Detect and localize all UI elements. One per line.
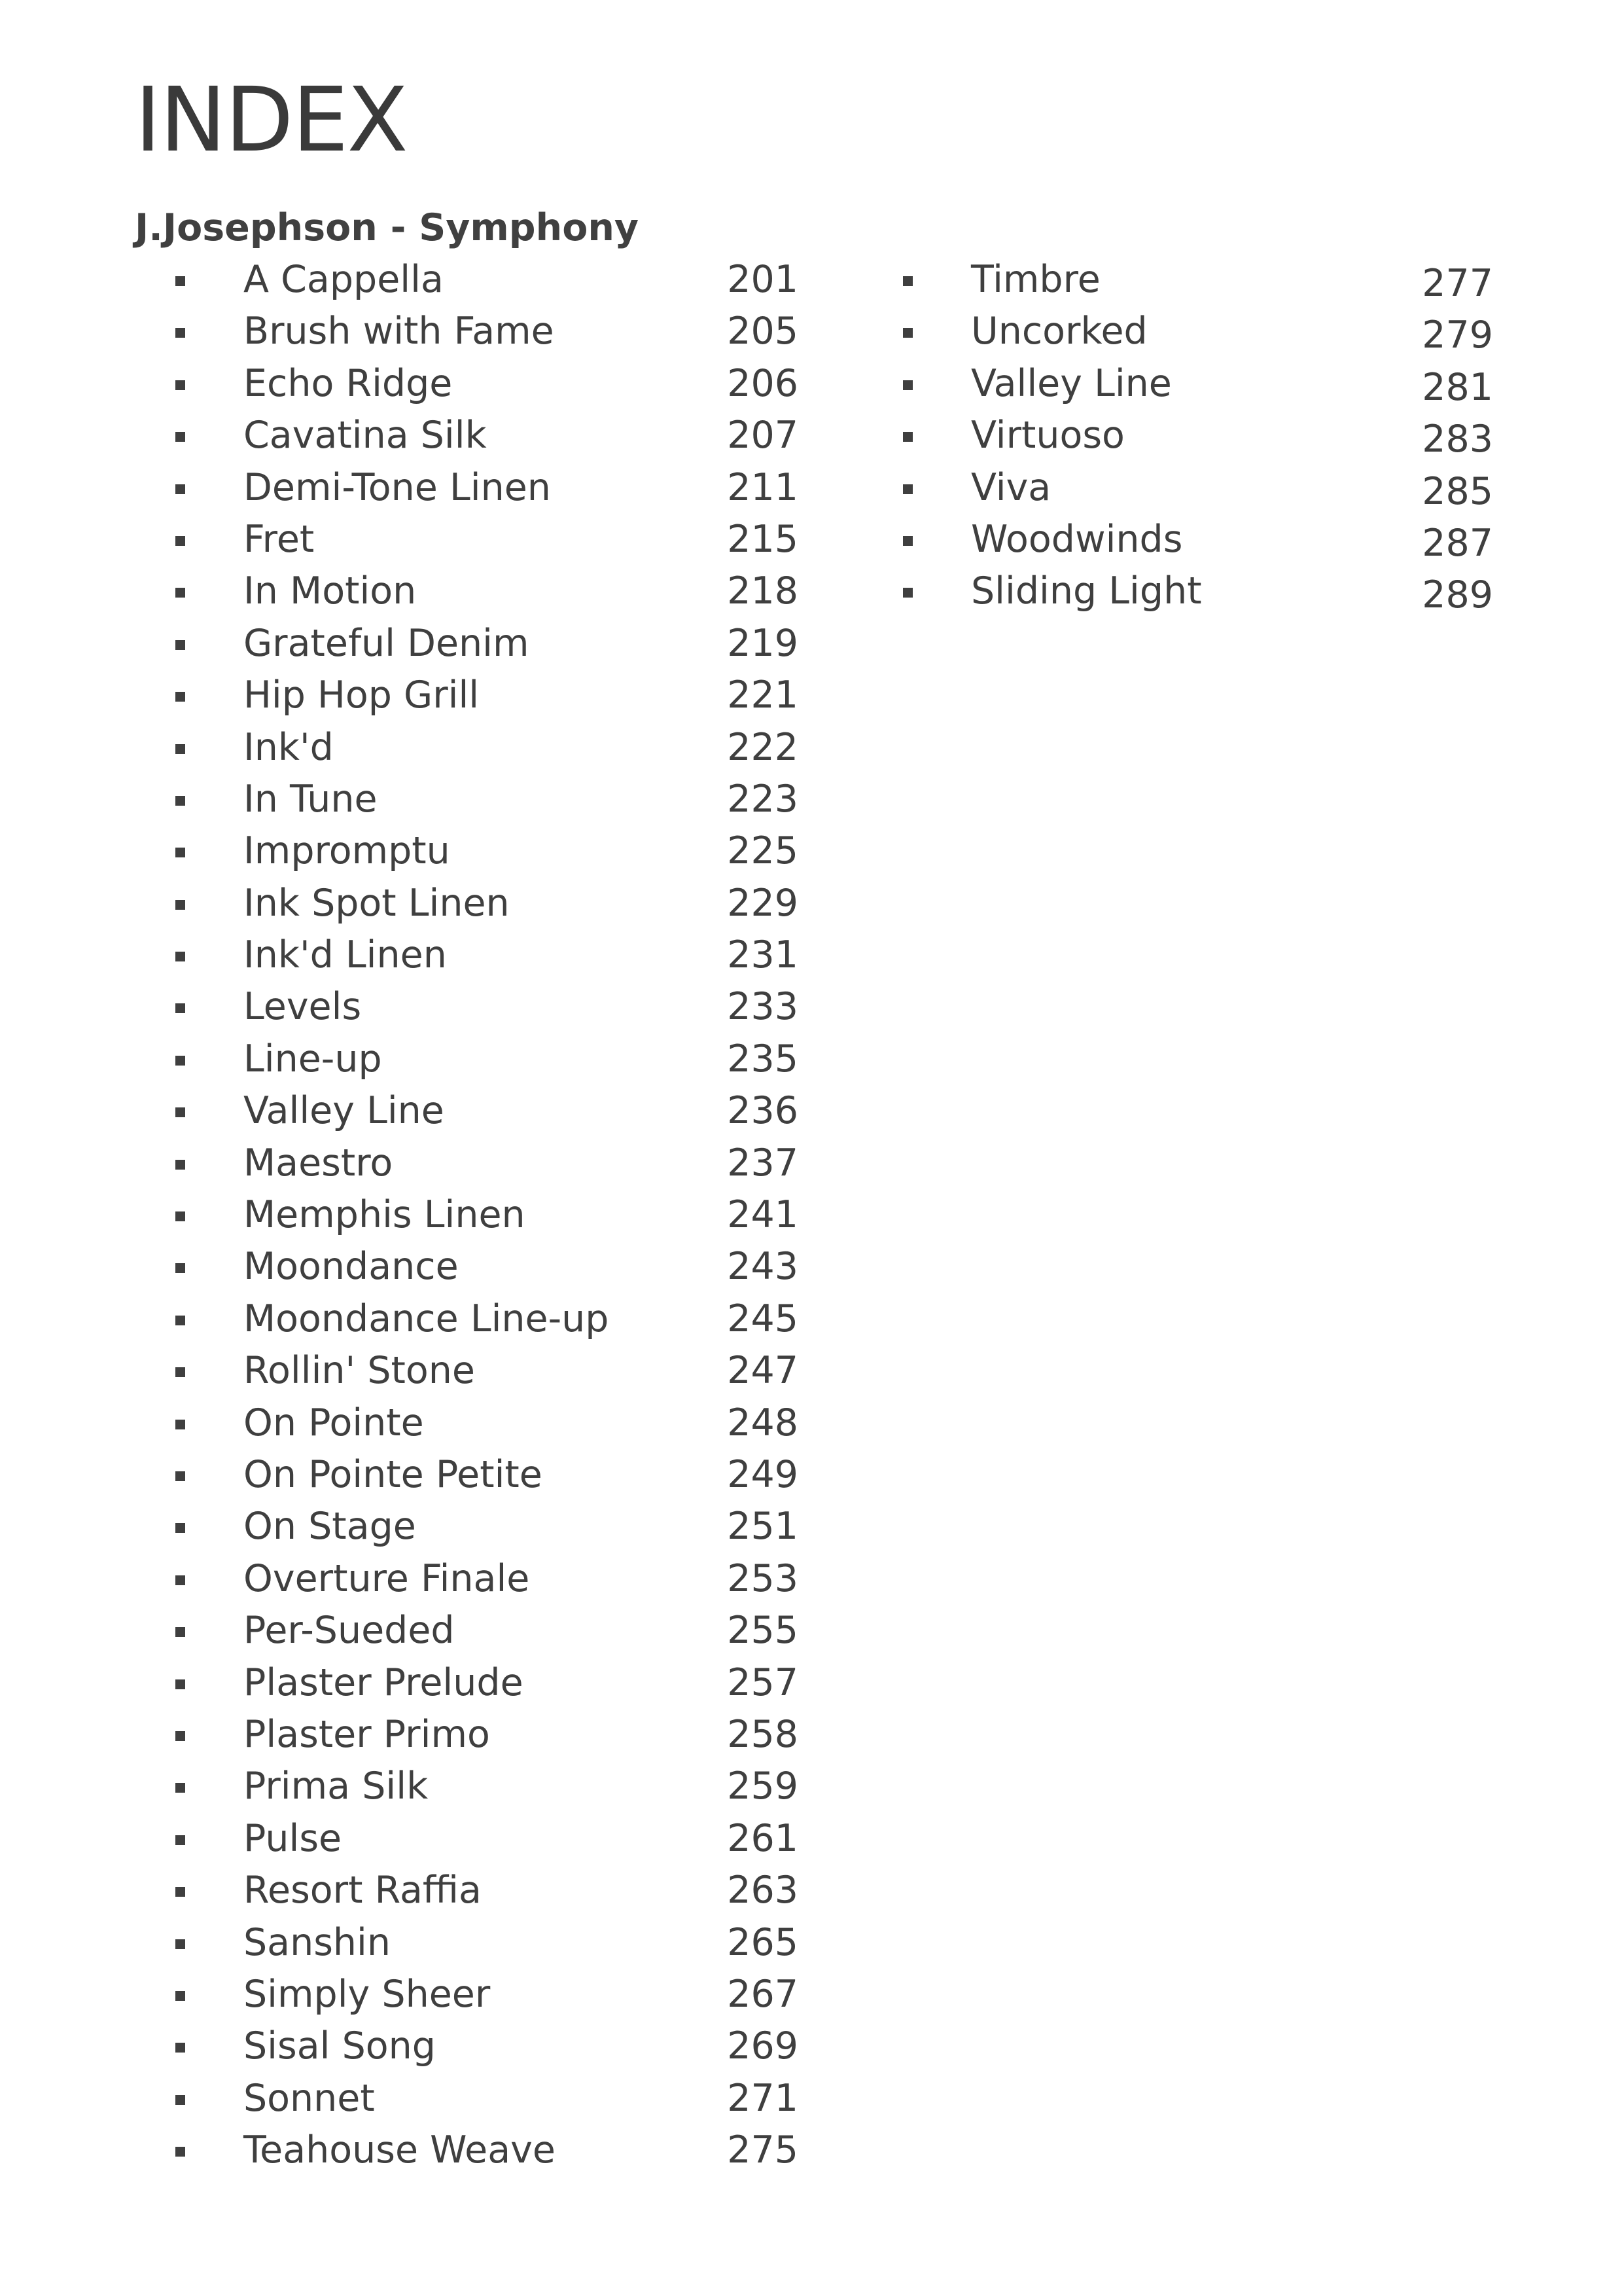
index-entry xyxy=(170,1138,798,1189)
index-entry xyxy=(170,618,798,670)
index-entry xyxy=(170,254,798,306)
entry-name: Line-up xyxy=(243,1037,382,1081)
entry-page-number: 251 xyxy=(727,1505,798,1549)
entry-name: Ink'd xyxy=(243,725,334,769)
index-entry xyxy=(170,2073,798,2125)
index-entry xyxy=(170,1761,798,1812)
square-bullet-icon xyxy=(175,2095,185,2105)
entry-name: Simply Sheer xyxy=(243,1972,491,2016)
index-entry xyxy=(898,514,1493,565)
entry-name: Sonnet xyxy=(243,2076,375,2120)
square-bullet-icon xyxy=(175,2043,185,2053)
square-bullet-icon xyxy=(175,1263,185,1273)
square-bullet-icon xyxy=(175,692,185,702)
square-bullet-icon xyxy=(175,1835,185,1845)
square-bullet-icon xyxy=(175,1471,185,1481)
index-entry xyxy=(170,1657,798,1709)
entry-name: Memphis Linen xyxy=(243,1193,525,1237)
square-bullet-icon xyxy=(175,1939,185,1949)
square-bullet-icon xyxy=(175,848,185,857)
entry-page-number: 236 xyxy=(727,1089,798,1133)
square-bullet-icon xyxy=(175,1056,185,1066)
entry-page-number: 225 xyxy=(727,829,798,873)
entry-name: Cavatina Silk xyxy=(243,414,487,457)
square-bullet-icon xyxy=(175,1160,185,1170)
index-list-left xyxy=(170,254,798,2176)
square-bullet-icon xyxy=(175,588,185,598)
entry-page-number: 257 xyxy=(727,1660,798,1704)
square-bullet-icon xyxy=(175,1991,185,2001)
square-bullet-icon xyxy=(175,1367,185,1377)
index-entry xyxy=(170,1241,798,1293)
entry-page-number: 259 xyxy=(727,1765,798,1808)
index-entry xyxy=(898,565,1493,617)
entry-name: A Cappella xyxy=(243,258,444,301)
index-entry xyxy=(170,2125,798,2176)
entry-name: Sisal Song xyxy=(243,2024,436,2068)
square-bullet-icon xyxy=(175,900,185,910)
entry-name: Hip Hop Grill xyxy=(243,673,480,717)
entry-name: Overture Finale xyxy=(243,1556,530,1600)
entry-name: Sanshin xyxy=(243,1920,391,1964)
entry-page-number: 287 xyxy=(1422,521,1493,565)
entry-page-number: 255 xyxy=(727,1609,798,1653)
square-bullet-icon xyxy=(175,1783,185,1793)
entry-name: Sliding Light xyxy=(971,569,1202,613)
entry-name: Timbre xyxy=(971,258,1101,301)
square-bullet-icon xyxy=(175,484,185,494)
entry-page-number: 231 xyxy=(727,933,798,977)
index-entry xyxy=(170,358,798,410)
index-entry xyxy=(170,565,798,617)
square-bullet-icon xyxy=(175,1887,185,1897)
index-entry xyxy=(170,306,798,357)
index-entry xyxy=(170,1709,798,1761)
entry-page-number: 245 xyxy=(727,1297,798,1340)
entry-page-number: 289 xyxy=(1422,573,1493,617)
index-entry xyxy=(170,929,798,981)
square-bullet-icon xyxy=(175,1316,185,1325)
entry-page-number: 283 xyxy=(1422,418,1493,461)
index-entry xyxy=(170,1449,798,1501)
square-bullet-icon xyxy=(175,276,185,286)
square-bullet-icon xyxy=(175,432,185,442)
index-entry xyxy=(170,1865,798,1916)
entry-page-number: 222 xyxy=(727,725,798,769)
entry-page-number: 277 xyxy=(1422,262,1493,305)
square-bullet-icon xyxy=(175,1523,185,1533)
entry-page-number: 207 xyxy=(727,414,798,457)
entry-page-number: 205 xyxy=(727,310,798,353)
square-bullet-icon xyxy=(903,588,913,598)
square-bullet-icon xyxy=(175,1627,185,1637)
index-entry xyxy=(170,1813,798,1865)
index-entry xyxy=(170,1501,798,1552)
index-entry xyxy=(170,670,798,721)
square-bullet-icon xyxy=(175,1107,185,1117)
entry-name: Pulse xyxy=(243,1816,342,1860)
index-entry xyxy=(170,410,798,461)
entry-name: Per-Sueded xyxy=(243,1609,455,1653)
entry-page-number: 211 xyxy=(727,465,798,509)
entry-name: Valley Line xyxy=(243,1089,444,1133)
entry-name: In Motion xyxy=(243,569,417,613)
entry-name: Plaster Prelude xyxy=(243,1660,523,1704)
entry-name: Woodwinds xyxy=(971,517,1183,561)
index-entry xyxy=(898,358,1493,410)
square-bullet-icon xyxy=(175,1420,185,1429)
entry-name: Echo Ridge xyxy=(243,361,453,405)
index-entry xyxy=(898,410,1493,461)
entry-page-number: 201 xyxy=(727,258,798,301)
entry-page-number: 253 xyxy=(727,1556,798,1600)
square-bullet-icon xyxy=(175,380,185,390)
entry-name: Plaster Primo xyxy=(243,1712,490,1756)
entry-page-number: 237 xyxy=(727,1141,798,1185)
entry-name: In Tune xyxy=(243,777,378,821)
index-list-right xyxy=(898,254,1493,618)
entry-page-number: 243 xyxy=(727,1245,798,1289)
entry-page-number: 281 xyxy=(1422,365,1493,409)
entry-page-number: 269 xyxy=(727,2024,798,2068)
square-bullet-icon xyxy=(175,744,185,754)
entry-name: Prima Silk xyxy=(243,1765,429,1808)
entry-name: Rollin' Stone xyxy=(243,1349,475,1393)
entry-name: Grateful Denim xyxy=(243,621,529,665)
entry-name: Brush with Fame xyxy=(243,310,554,353)
entry-page-number: 265 xyxy=(727,1920,798,1964)
entry-name: Resort Raffia xyxy=(243,1869,482,1912)
square-bullet-icon xyxy=(175,640,185,650)
index-entry xyxy=(898,254,1493,306)
entry-page-number: 248 xyxy=(727,1401,798,1444)
index-entry xyxy=(170,514,798,565)
square-bullet-icon xyxy=(175,796,185,806)
index-entry xyxy=(170,1917,798,1969)
square-bullet-icon xyxy=(903,380,913,390)
entry-name: Teahouse Weave xyxy=(243,2128,556,2172)
entry-page-number: 218 xyxy=(727,569,798,613)
section-heading: J.Josephson - Symphony xyxy=(135,206,639,249)
page-title: INDEX xyxy=(135,69,407,172)
square-bullet-icon xyxy=(175,1679,185,1689)
entry-name: On Stage xyxy=(243,1505,416,1549)
index-entry xyxy=(170,1553,798,1605)
square-bullet-icon xyxy=(903,432,913,442)
entry-page-number: 263 xyxy=(727,1869,798,1912)
index-entry xyxy=(170,462,798,514)
entry-name: Levels xyxy=(243,985,362,1029)
entry-page-number: 285 xyxy=(1422,469,1493,513)
square-bullet-icon xyxy=(175,1731,185,1741)
entry-page-number: 271 xyxy=(727,2076,798,2120)
entry-page-number: 258 xyxy=(727,1712,798,1756)
index-entry xyxy=(170,1605,798,1657)
square-bullet-icon xyxy=(903,276,913,286)
entry-page-number: 219 xyxy=(727,621,798,665)
entry-name: Ink Spot Linen xyxy=(243,881,510,925)
index-entry xyxy=(170,722,798,774)
square-bullet-icon xyxy=(175,1003,185,1013)
entry-page-number: 223 xyxy=(727,777,798,821)
square-bullet-icon xyxy=(175,536,185,546)
index-entry xyxy=(898,462,1493,514)
index-entry xyxy=(170,1085,798,1137)
entry-name: Moondance Line-up xyxy=(243,1297,609,1340)
square-bullet-icon xyxy=(175,952,185,961)
entry-page-number: 241 xyxy=(727,1193,798,1237)
entry-page-number: 221 xyxy=(727,673,798,717)
square-bullet-icon xyxy=(175,328,185,338)
entry-name: On Pointe xyxy=(243,1401,424,1444)
square-bullet-icon xyxy=(175,2147,185,2157)
index-entry xyxy=(170,1033,798,1085)
entry-page-number: 261 xyxy=(727,1816,798,1860)
index-entry xyxy=(170,825,798,877)
square-bullet-icon xyxy=(175,1211,185,1221)
index-entry xyxy=(170,1189,798,1241)
index-entry xyxy=(170,1293,798,1345)
entry-name: Demi-Tone Linen xyxy=(243,465,551,509)
entry-page-number: 247 xyxy=(727,1349,798,1393)
entry-name: Ink'd Linen xyxy=(243,933,447,977)
index-entry xyxy=(898,306,1493,357)
index-entry xyxy=(170,878,798,929)
entry-name: On Pointe Petite xyxy=(243,1452,542,1496)
index-entry xyxy=(170,1345,798,1397)
entry-name: Valley Line xyxy=(971,361,1172,405)
entry-page-number: 249 xyxy=(727,1452,798,1496)
entry-page-number: 206 xyxy=(727,361,798,405)
entry-page-number: 215 xyxy=(727,517,798,561)
index-entry xyxy=(170,774,798,825)
entry-page-number: 267 xyxy=(727,1972,798,2016)
entry-name: Viva xyxy=(971,465,1051,509)
entry-page-number: 229 xyxy=(727,881,798,925)
square-bullet-icon xyxy=(903,484,913,494)
entry-name: Impromptu xyxy=(243,829,450,873)
index-entry xyxy=(170,981,798,1033)
entry-name: Virtuoso xyxy=(971,414,1125,457)
entry-name: Fret xyxy=(243,517,315,561)
entry-page-number: 279 xyxy=(1422,314,1493,357)
entry-name: Maestro xyxy=(243,1141,393,1185)
entry-page-number: 275 xyxy=(727,2128,798,2172)
index-entry xyxy=(170,1397,798,1449)
index-entry xyxy=(170,2020,798,2072)
entry-name: Uncorked xyxy=(971,310,1148,353)
index-entry xyxy=(170,1969,798,2020)
square-bullet-icon xyxy=(903,536,913,546)
entry-name: Moondance xyxy=(243,1245,459,1289)
square-bullet-icon xyxy=(175,1575,185,1585)
entry-page-number: 233 xyxy=(727,985,798,1029)
square-bullet-icon xyxy=(903,328,913,338)
entry-page-number: 235 xyxy=(727,1037,798,1081)
